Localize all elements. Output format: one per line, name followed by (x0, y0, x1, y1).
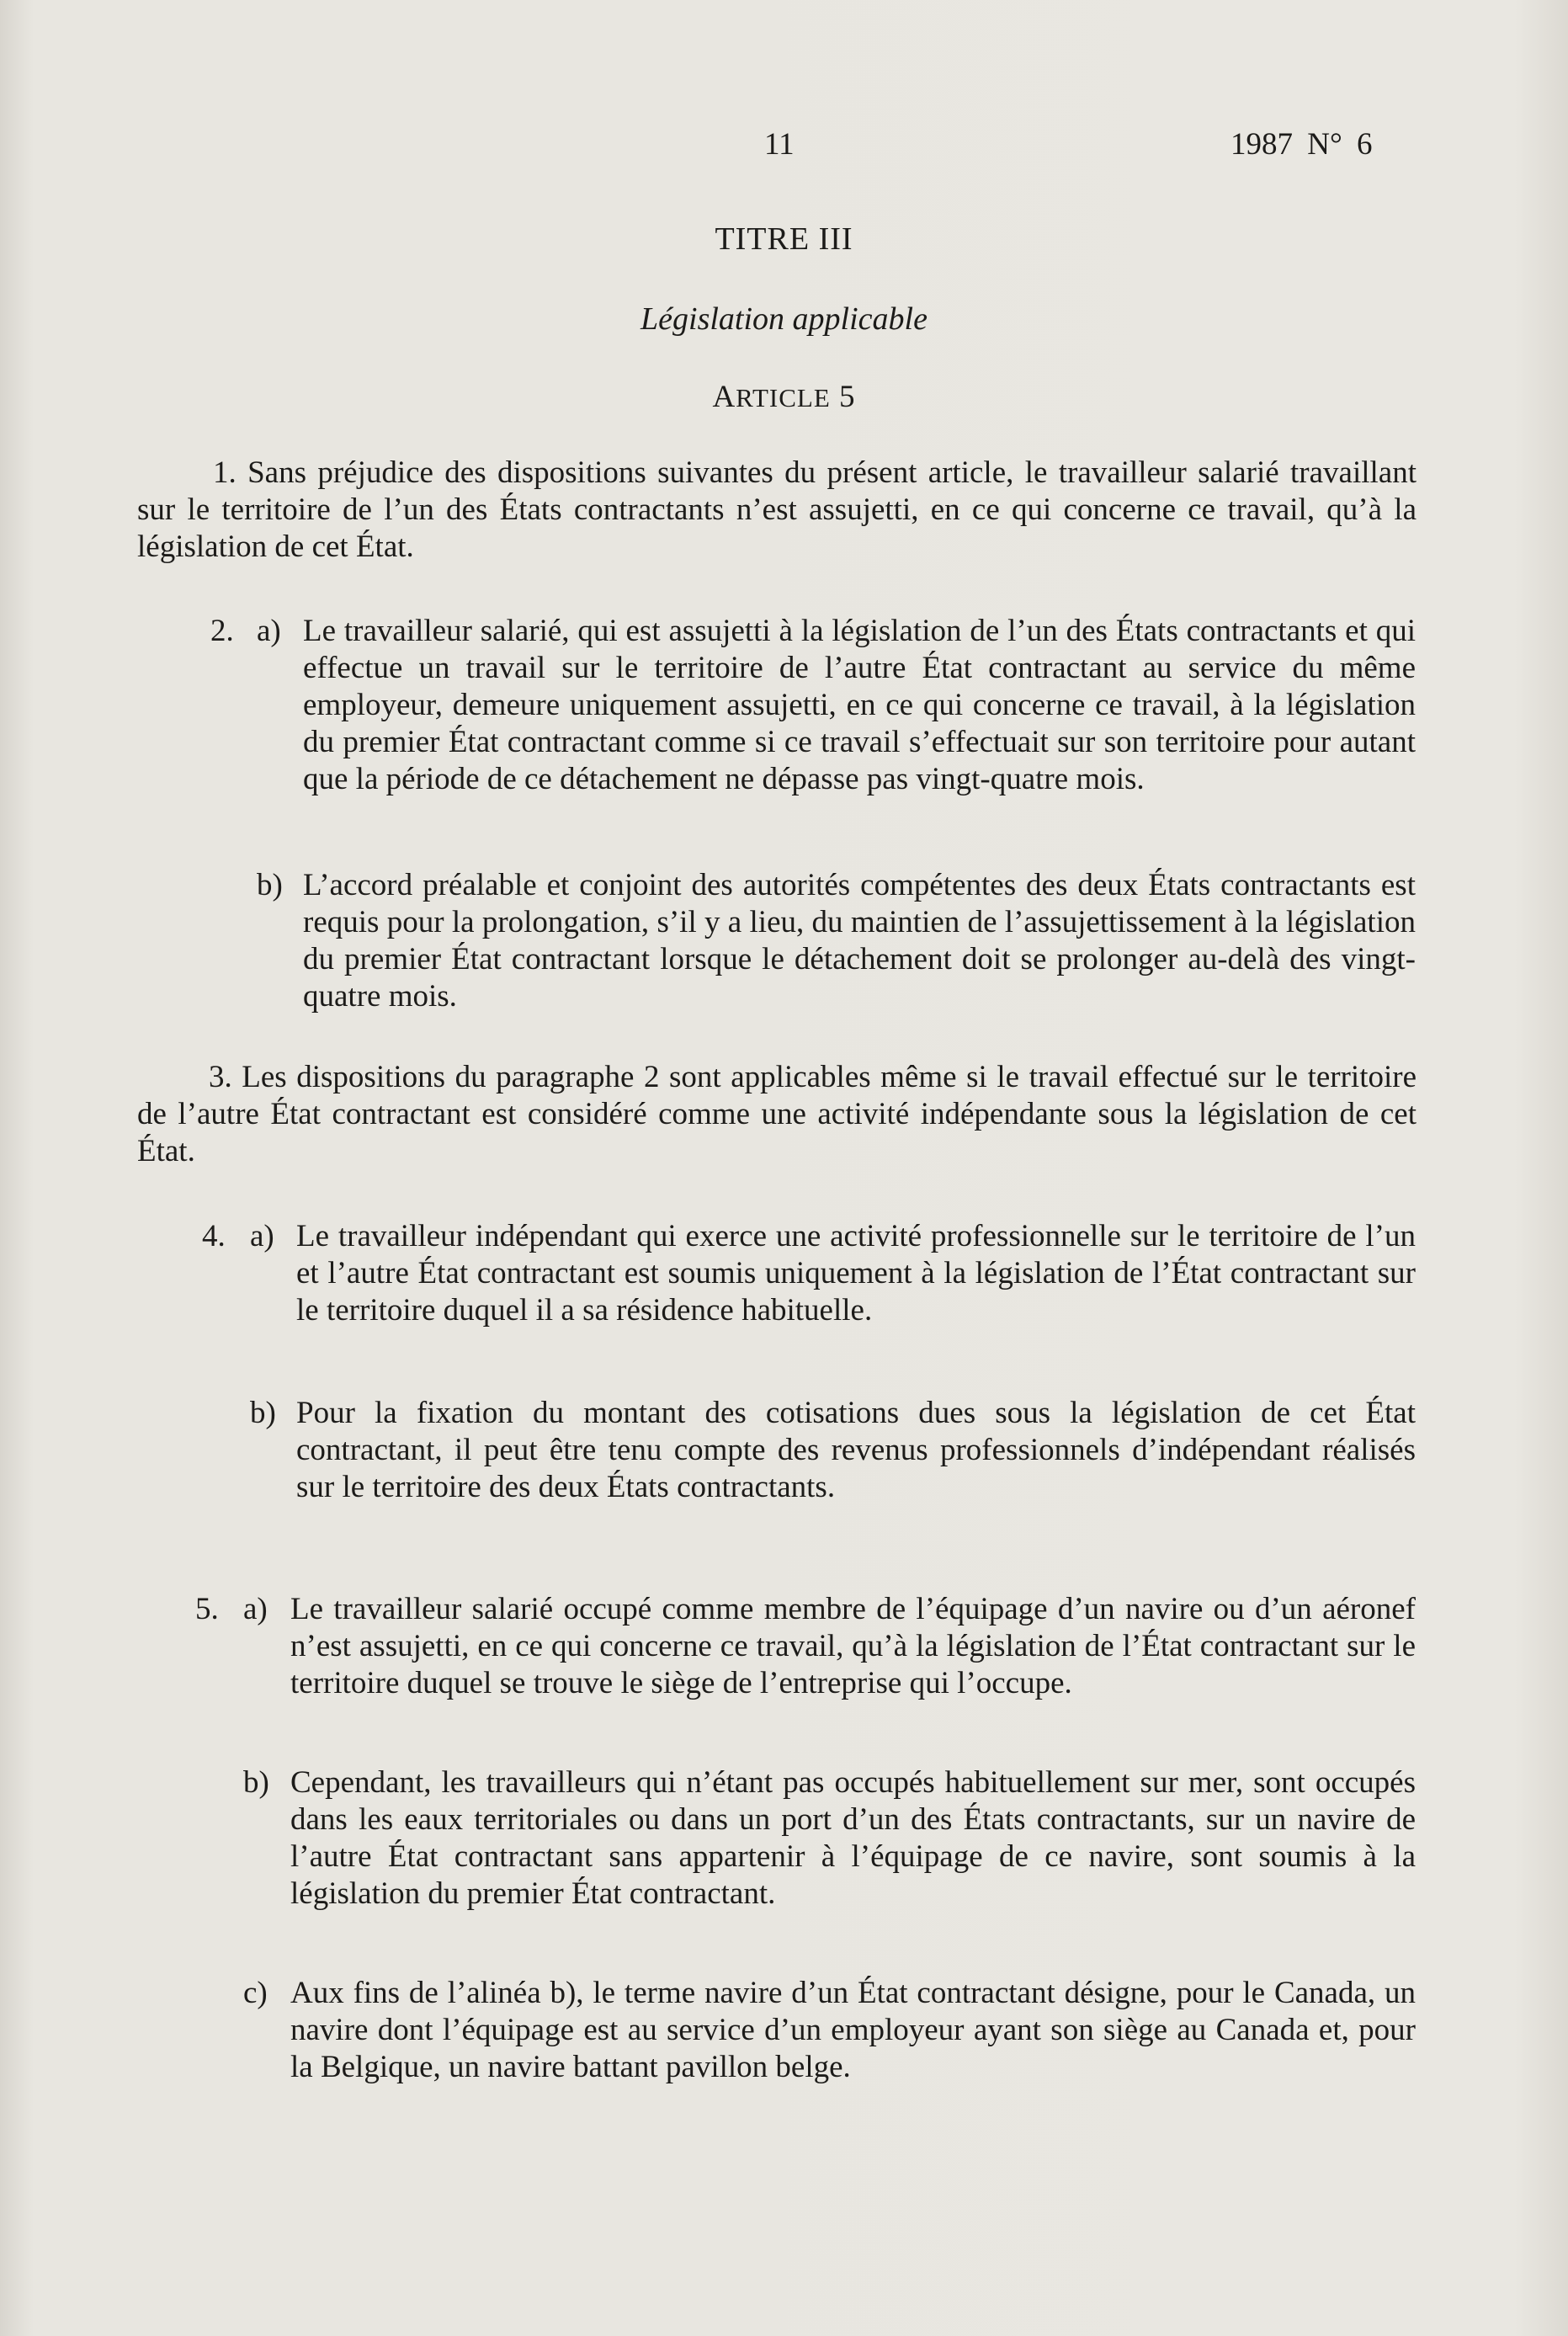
article-initial: A (712, 380, 736, 414)
paragraph-2-number: 2. (210, 614, 234, 648)
title-heading: TITRE III (715, 221, 853, 257)
paragraph-5b-label: b) (243, 1765, 269, 1800)
paragraph-4b-text: Pour la fixation du montant des cotisations dues sous la législation de cet État contractant, il peut être tenu compte des revenus professionnels d’indépendant réalisés sur le territoire des deux États contractants. (296, 1396, 1416, 1504)
paragraph-4-number: 4. (202, 1219, 226, 1253)
paragraph-2b-text: L’accord préalable et conjoint des autorités compétentes des deux États contractants est requis pour la prolongation, s’il y a lieu, du maintien de l’assujettissement à la législation du premier État contractant lorsque le détachement doit se prolonger au-delà des vingt-quatre mois. (303, 868, 1416, 1014)
paragraph-5c-label: c) (243, 1976, 268, 2010)
paragraph-1: 1. Sans préjudice des dispositions suivantes du présent article, le travailleur salarié travaillant sur le territoire de l’un des États contractants n’est assujetti, en ce qui concerne ce travail, qu’à la législation de cet État. (137, 455, 1417, 564)
subtitle-heading: Législation applicable (640, 301, 928, 337)
paragraph-2a-text: Le travailleur salarié, qui est assujetti à la législation de l’un des États contractants et qui effectue un travail sur le territoire de l’autre État contractant au service du même employeur, demeure uniquement assujetti, en ce qui concerne ce travail, à la législation du premier État contractant comme si ce travail s’effectuait sur son territoire pour autant que la période de ce détachement ne dépasse pas vingt-quatre mois. (303, 614, 1416, 796)
paragraph-4b-label: b) (250, 1396, 276, 1430)
paragraph-5a-text: Le travailleur salarié occupé comme membre de l’équipage d’un navire ou d’un aéronef n’est assujetti, en ce qui concerne ce travail, qu’à la législation de l’État contractant sur le territoire duquel se trouve le siège de l’entreprise qui l’occupe. (290, 1592, 1416, 1700)
paragraph-4a-label: a) (250, 1219, 274, 1253)
paragraph-5b-text: Cependant, les travailleurs qui n’étant pas occupés habituellement sur mer, sont occupés dans les eaux territoriales ou dans un port d’un des États contractants, sur un navire de l’autre État contractant sans appartenir à l’équipage de ce navire, sont soumis à la législation du premier État contractant. (290, 1765, 1416, 1911)
article-number: 5 (839, 380, 856, 414)
paragraph-2b-label: b) (257, 868, 283, 902)
paragraph-4a-text: Le travailleur indépendant qui exerce une activité professionnelle sur le territoire de l’un et l’autre État contractant est soumis uniquement à la législation de l’État contractant sur le territoire duquel il a sa résidence habituelle. (296, 1219, 1416, 1328)
paragraph-5a-label: a) (243, 1592, 268, 1626)
paragraph-5c-text: Aux fins de l’alinéa b), le terme navire d’un État contractant désigne, pour le Canada, un navire dont l’équipage est au service d’un employeur ayant son siège au Canada et, pour la Belgique, un navire battant pavillon belge. (290, 1976, 1416, 2084)
article-heading (0, 379, 1568, 415)
year-issue-number: 1987 N° 6 (1230, 127, 1373, 162)
paragraph-2a-label: a) (257, 614, 281, 648)
article-word-rest: RTICLE (736, 383, 831, 412)
paragraph-5-number: 5. (195, 1592, 219, 1626)
paragraph-3: 3. Les dispositions du paragraphe 2 sont applicables même si le travail effectué sur le territoire de l’autre État contractant est considéré comme une activité indépendante sous la législation de cet État. (137, 1060, 1417, 1168)
page-number: 11 (764, 127, 795, 162)
